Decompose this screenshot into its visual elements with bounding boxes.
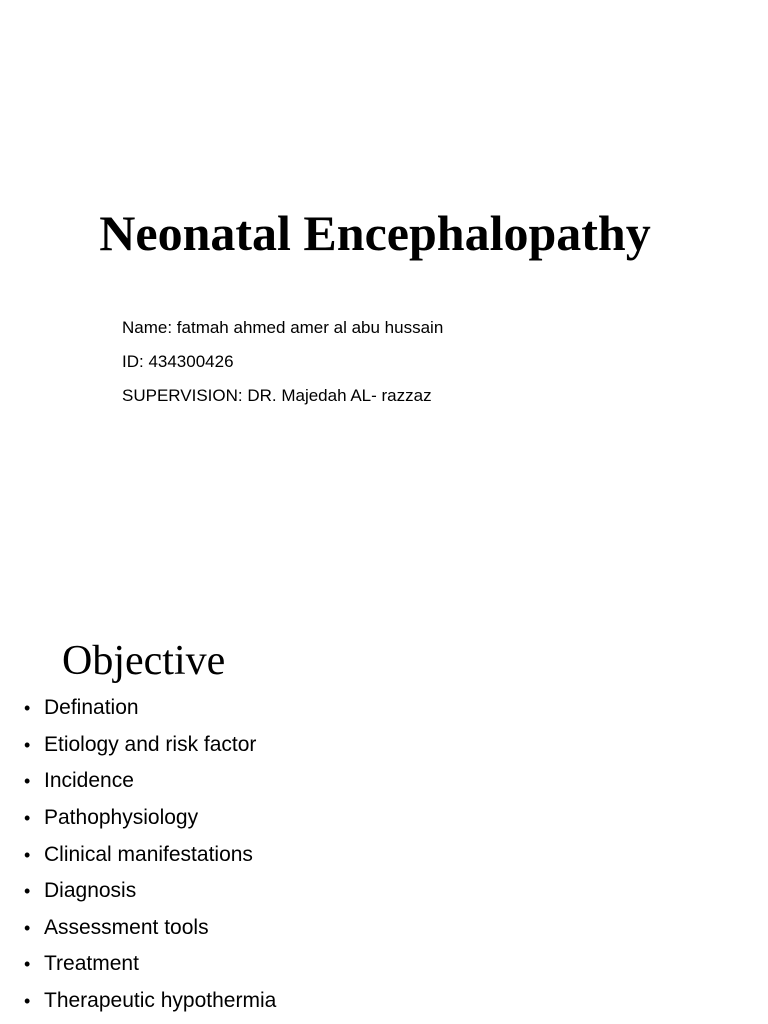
list-item-label: Pathophysiology [44,806,199,830]
presenter-name: Name: fatmah ahmed amer al abu hussain [122,318,444,337]
list-item [24,983,276,1020]
bullet-icon: • [24,991,31,1012]
presentation-title: Neonatal Encephalopathy [99,205,651,261]
list-item-label: Clinical manifestations [44,842,253,866]
list-item-label: Incidence [44,769,134,793]
list-item-label: Defination [44,696,139,720]
bullet-icon: • [24,881,31,902]
list-item [24,763,276,800]
list-item-label: Diagnosis [44,879,137,903]
list-item-label: Assessment tools [44,915,209,939]
list-item-label: Treatment [44,952,139,976]
presenter-details [122,313,443,415]
objective-slide [0,590,768,1024]
list-item [24,727,276,764]
objective-title: Objective [62,638,226,684]
list-item [24,910,276,947]
list-item [24,800,276,837]
bullet-icon: • [24,917,31,938]
list-item [24,873,276,910]
list-item-label: Therapeutic hypothermia [44,989,277,1013]
list-item [24,690,276,727]
bullet-icon: • [24,734,31,755]
presenter-id: ID: 434300426 [122,352,234,371]
bullet-icon: • [24,771,31,792]
bullet-icon: • [24,954,31,975]
list-item [24,946,276,983]
list-item-label: Etiology and risk factor [44,732,257,756]
objective-list [24,690,276,1019]
list-item [24,836,276,873]
bullet-icon: • [24,808,31,829]
bullet-icon: • [24,698,31,719]
supervisor: SUPERVISION: DR. Majedah AL- razzaz [122,386,432,405]
bullet-icon: • [24,844,31,865]
